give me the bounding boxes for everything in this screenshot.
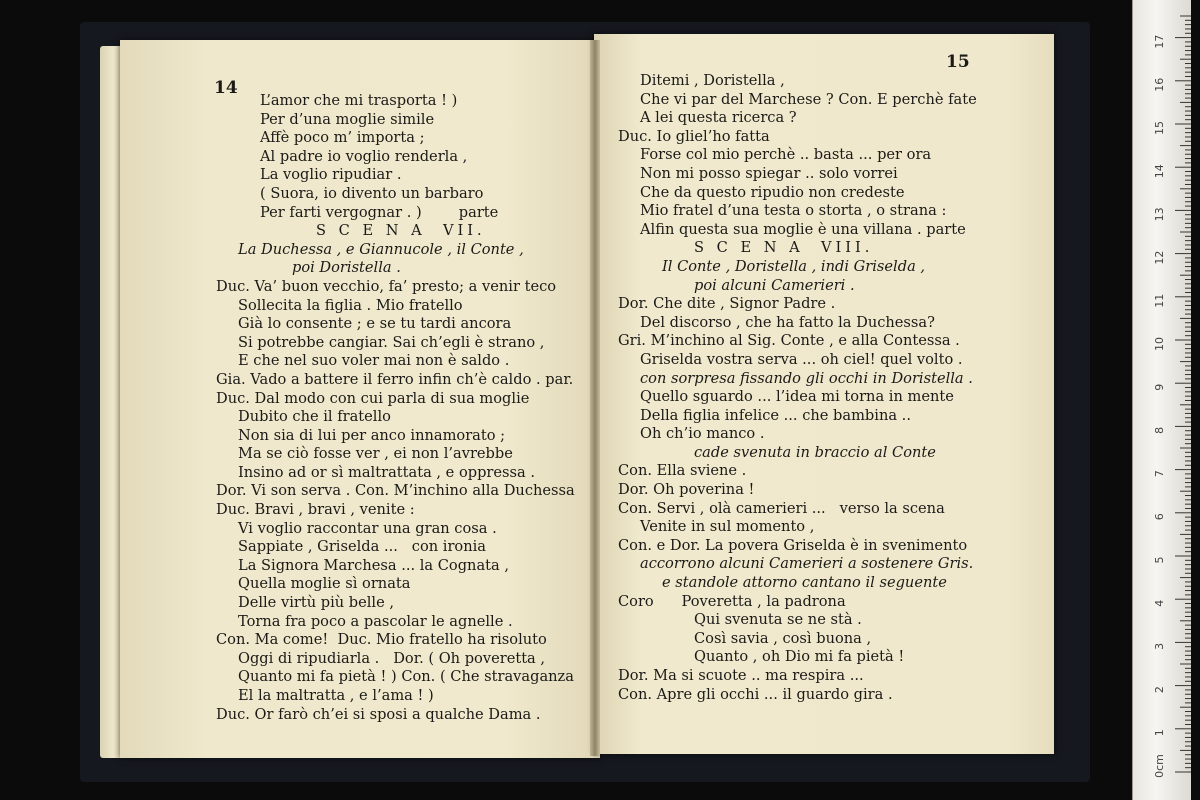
text-line: La Duchessa , e Giannucole , il Conte , bbox=[238, 240, 524, 258]
text-line: Torna fra poco a pascolar le agnelle . bbox=[238, 612, 513, 630]
text-line: Affè poco m’ importa ; bbox=[260, 129, 425, 147]
ruler-label: 9 bbox=[1153, 383, 1166, 391]
text-line: S C E N A VII. bbox=[316, 222, 486, 240]
book-spine bbox=[590, 40, 600, 756]
right-page bbox=[594, 34, 1054, 754]
page-number-left: 14 bbox=[214, 78, 238, 98]
ruler-label: 14 bbox=[1153, 164, 1166, 179]
ruler-label: 8 bbox=[1153, 426, 1166, 434]
text-line: Alfin questa sua moglie è una villana . parte bbox=[640, 220, 966, 238]
text-line: poi alcuni Camerieri . bbox=[694, 276, 855, 294]
text-line: Dor. Ma si scuote .. ma respira ... bbox=[618, 667, 864, 684]
ruler-label: 5 bbox=[1153, 556, 1166, 564]
text-line: cade svenuta in braccio al Conte bbox=[694, 443, 936, 461]
text-line: Dor. Vi son serva . Con. M’inchino alla Duchessa bbox=[216, 482, 575, 500]
text-line: Duc. Io gliel’ho fatta bbox=[618, 127, 770, 145]
text-line: Delle virtù più belle , bbox=[238, 594, 395, 612]
text-line: Duc. Va’ buon vecchio, fa’ presto; a venir teco bbox=[216, 277, 557, 295]
left-page bbox=[120, 40, 600, 758]
text-line: Coro Poveretta , la padrona bbox=[618, 592, 846, 610]
text-line: Non sia di lui per anco innamorato ; bbox=[238, 426, 506, 444]
text-line: ( Suora, io divento un barbaro bbox=[260, 184, 484, 202]
text-line: Gia. Vado a battere il ferro infin ch’è caldo . par. bbox=[216, 370, 574, 388]
text-line: Con. Servi , olà camerieri ... verso la scena bbox=[618, 499, 945, 517]
text-line: Si potrebbe cangiar. Sai ch’egli è strano , bbox=[238, 333, 545, 351]
text-line: La voglio ripudiar . bbox=[260, 166, 402, 184]
ruler-label: 17 bbox=[1153, 34, 1166, 49]
text-line: Il Conte , Doristella , indi Griselda , bbox=[662, 257, 926, 275]
ruler-label: 6 bbox=[1153, 513, 1166, 521]
text-line: Dor. Che dite , Signor Padre . bbox=[618, 295, 836, 313]
ruler-label: 10 bbox=[1153, 337, 1166, 351]
text-line: Dubito che il fratello bbox=[238, 408, 391, 426]
text-line: El la maltratta , e l’ama ! ) bbox=[238, 687, 434, 704]
text-line: S C E N A VIII. bbox=[694, 239, 874, 257]
ruler-scale bbox=[1133, 0, 1191, 800]
right-page-text bbox=[618, 72, 977, 704]
text-line: Qui svenuta se ne stà . bbox=[694, 611, 862, 629]
text-line: Gri. M’inchino al Sig. Conte , e alla Contessa . bbox=[618, 332, 960, 350]
ruler-label: 1 bbox=[1153, 729, 1166, 737]
text-line: Venite in sul momento , bbox=[640, 518, 815, 536]
text-line: Che vi par del Marchese ? Con. E perchè fate bbox=[640, 90, 977, 108]
ruler-label: 3 bbox=[1153, 642, 1166, 650]
text-line: Duc. Dal modo con cui parla di sua moglie bbox=[216, 389, 530, 407]
text-line: Quanto mi fa pietà ! ) Con. ( Che stravaganza bbox=[238, 668, 574, 686]
text-line: Quella moglie sì ornata bbox=[238, 575, 411, 593]
text-line: Vi voglio raccontar una gran cosa . bbox=[238, 519, 497, 537]
text-line: Con. Apre gli occhi ... il guardo gira . bbox=[618, 685, 893, 703]
text-line: Così savia , così buona , bbox=[694, 629, 872, 647]
ruler-label: 13 bbox=[1153, 207, 1166, 222]
ruler-label: 12 bbox=[1153, 250, 1166, 265]
text-line: con sorpresa fissando gli occhi in Doristella . bbox=[640, 369, 973, 387]
text-line: Con. Ella sviene . bbox=[618, 462, 747, 480]
text-line: Quanto , oh Dio mi fa pietà ! bbox=[694, 648, 905, 666]
text-line: E che nel suo voler mai non è saldo . bbox=[238, 352, 510, 370]
text-line: e standole attorno cantano il seguente bbox=[662, 574, 947, 592]
text-line: Dor. Oh poverina ! bbox=[618, 481, 755, 499]
measuring-ruler bbox=[1132, 0, 1191, 800]
text-line: Duc. Or farò ch’ei si sposi a qualche Dama . bbox=[216, 705, 541, 723]
text-line: Quello sguardo ... l’idea mi torna in mente bbox=[640, 388, 954, 406]
text-line: Al padre io voglio renderla , bbox=[260, 147, 468, 165]
ruler-label: 16 bbox=[1153, 77, 1166, 92]
text-line: accorrono alcuni Camerieri a sostenere Gris. bbox=[640, 555, 974, 573]
text-line: Già lo consente ; e se tu tardi ancora bbox=[238, 315, 512, 333]
text-line: Sollecita la figlia . Mio fratello bbox=[238, 296, 463, 314]
left-page-text bbox=[216, 92, 575, 724]
text-line: L’amor che mi trasporta ! ) bbox=[260, 92, 458, 109]
text-line: Forse col mio perchè .. basta ... per ora bbox=[640, 146, 932, 164]
text-line: Che da questo ripudio non credeste bbox=[640, 183, 905, 201]
text-line: Del discorso , che ha fatto la Duchessa? bbox=[640, 313, 935, 331]
text-line: Non mi posso spiegar .. solo vorrei bbox=[640, 164, 898, 182]
ruler-label: 2 bbox=[1153, 686, 1166, 694]
text-line: Della figlia infelice ... che bambina .. bbox=[640, 406, 911, 424]
text-line: Ma se ciò fosse ver , ei non l’avrebbe bbox=[238, 445, 513, 463]
text-line: Per d’una moglie simile bbox=[260, 110, 435, 128]
text-line: Oh ch’io manco . bbox=[640, 425, 765, 443]
text-line: Ditemi , Doristella , bbox=[640, 72, 785, 89]
text-line: Duc. Bravi , bravi , venite : bbox=[216, 501, 415, 519]
text-line: Griselda vostra serva ... oh ciel! quel volto . bbox=[640, 350, 963, 368]
text-line: Sappiate , Griselda ... con ironia bbox=[238, 538, 486, 556]
ruler-label: 11 bbox=[1153, 293, 1166, 308]
text-line: La Signora Marchesa ... la Cognata , bbox=[238, 556, 509, 574]
text-line: Insino ad or sì maltrattata , e oppressa . bbox=[238, 463, 535, 481]
text-line: Oggi di ripudiarla . Dor. ( Oh poveretta , bbox=[238, 649, 546, 667]
page-number-right: 15 bbox=[946, 52, 970, 72]
ruler-label: 4 bbox=[1153, 599, 1166, 607]
text-line: Mio fratel d’una testa o storta , o strana : bbox=[640, 202, 947, 220]
ruler-label: 0cm bbox=[1153, 754, 1166, 778]
text-line: Per farti vergognar . ) parte bbox=[260, 203, 499, 221]
ruler-label: 15 bbox=[1153, 121, 1166, 135]
text-line: Con. e Dor. La povera Griselda è in svenimento bbox=[618, 536, 968, 554]
ruler-label: 7 bbox=[1153, 470, 1166, 478]
text-line: poi Doristella . bbox=[292, 259, 401, 277]
text-line: Con. Ma come! Duc. Mio fratello ha risoluto bbox=[216, 631, 547, 649]
text-line: A lei questa ricerca ? bbox=[640, 109, 797, 127]
